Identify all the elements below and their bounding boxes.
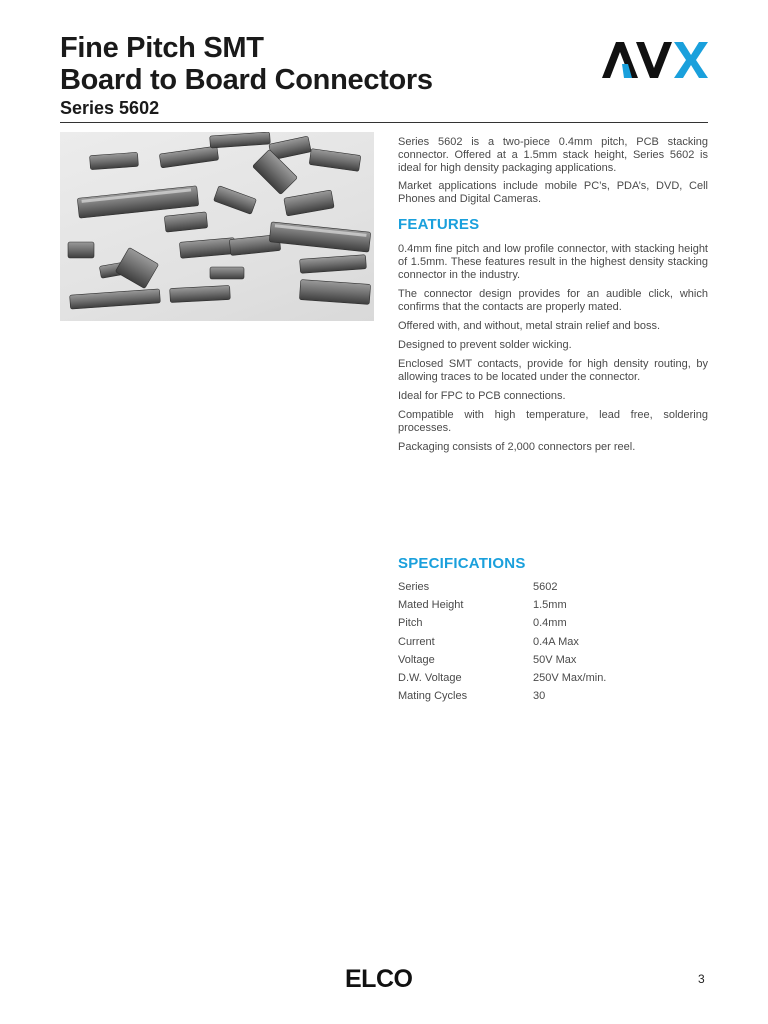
- connector-product-photo: [60, 132, 374, 321]
- feature-item: The connector design provides for an audible click, which confirms that the contacts are properly mated.: [398, 288, 708, 313]
- spec-value: 30: [533, 690, 546, 703]
- page-number: 3: [698, 972, 705, 986]
- spec-value: 0.4A Max: [533, 635, 579, 648]
- intro-text: [398, 136, 708, 211]
- spec-value: 50V Max: [533, 653, 577, 666]
- spec-row: [398, 598, 648, 616]
- feature-item: Compatible with high temperature, lead free, soldering processes.: [398, 409, 708, 434]
- connector-photo-illustration: [60, 132, 374, 321]
- feature-item: 0.4mm fine pitch and low profile connector, with stacking height of 1.5mm. These features result in the highest density stacking connector in the industry.: [398, 243, 708, 281]
- feature-item: Offered with, and without, metal strain relief and boss.: [398, 320, 661, 332]
- spec-row: [398, 580, 648, 598]
- features-list: [398, 243, 708, 460]
- feature-item: Ideal for FPC to PCB connections.: [398, 390, 566, 402]
- feature-item: Designed to prevent solder wicking.: [398, 339, 572, 351]
- feature-item: Packaging consists of 2,000 connectors per reel.: [398, 441, 636, 453]
- spec-value: 0.4mm: [533, 617, 567, 630]
- intro-paragraph: Market applications include mobile PC’s, PDA’s, DVD, Cell Phones and Digital Cameras.: [398, 180, 708, 205]
- spec-label: Voltage: [398, 653, 435, 666]
- intro-paragraph: Series 5602 is a two-piece 0.4mm pitch, PCB stacking connector. Offered at a 1.5mm stack height, Series 5602 is ideal for high density packaging applications.: [398, 136, 708, 174]
- features-heading: FEATURES: [398, 216, 480, 233]
- spec-row: [398, 616, 648, 634]
- spec-row: [398, 671, 648, 689]
- page-title-line-2: Board to Board Connectors: [60, 64, 433, 96]
- title-block: [60, 32, 433, 119]
- specifications-heading: SPECIFICATIONS: [398, 555, 526, 572]
- spec-label: Mated Height: [398, 599, 464, 612]
- spec-label: Series: [398, 581, 430, 593]
- spec-label: Pitch: [398, 617, 423, 630]
- spec-value: 5602: [533, 581, 558, 593]
- spec-label: D.W. Voltage: [398, 671, 462, 684]
- series-subtitle: Series 5602: [60, 98, 160, 118]
- spec-label: Current: [398, 635, 435, 648]
- spec-row: [398, 635, 648, 653]
- header-divider: [60, 122, 708, 123]
- spec-value: 1.5mm: [533, 599, 567, 612]
- elco-logo: ELCO: [345, 965, 413, 993]
- page-title-line-1: Fine Pitch SMT: [60, 32, 264, 64]
- specifications-table: [398, 580, 648, 707]
- feature-item: Enclosed SMT contacts, provide for high density routing, by allowing traces to be located under the connector.: [398, 358, 708, 383]
- spec-value: 250V Max/min.: [533, 671, 607, 684]
- spec-label: Mating Cycles: [398, 690, 468, 703]
- spec-row: [398, 653, 648, 671]
- avx-logo: [602, 40, 710, 80]
- spec-row: [398, 689, 648, 707]
